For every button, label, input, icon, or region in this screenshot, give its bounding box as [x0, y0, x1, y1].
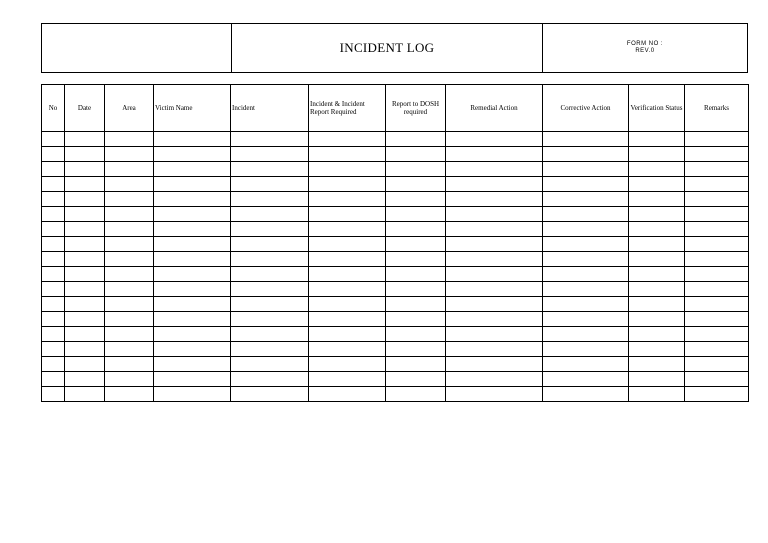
- table-cell[interactable]: [309, 357, 386, 372]
- column-header-victim-name: Victim Name: [154, 85, 231, 132]
- table-cell[interactable]: [685, 342, 749, 357]
- table-cell[interactable]: [629, 387, 685, 402]
- table-cell[interactable]: [105, 297, 154, 312]
- table-cell[interactable]: [629, 372, 685, 387]
- column-header-report-to-dosh: Report to DOSH required: [386, 85, 446, 132]
- table-cell[interactable]: [231, 252, 309, 267]
- table-cell[interactable]: [65, 267, 105, 282]
- table-cell[interactable]: [309, 387, 386, 402]
- table-cell[interactable]: [386, 312, 446, 327]
- table-cell[interactable]: [386, 177, 446, 192]
- table-cell[interactable]: [231, 162, 309, 177]
- table-cell[interactable]: [65, 282, 105, 297]
- table-cell[interactable]: [685, 282, 749, 297]
- table-cell[interactable]: [685, 267, 749, 282]
- table-cell[interactable]: [42, 267, 65, 282]
- table-cell[interactable]: [685, 237, 749, 252]
- table-cell[interactable]: [65, 387, 105, 402]
- table-cell[interactable]: [105, 312, 154, 327]
- table-cell[interactable]: [231, 342, 309, 357]
- form-number-block: [543, 24, 747, 72]
- table-cell[interactable]: [42, 312, 65, 327]
- table-cell[interactable]: [65, 237, 105, 252]
- table-cell[interactable]: [629, 342, 685, 357]
- table-cell[interactable]: [543, 342, 629, 357]
- table-cell[interactable]: [309, 342, 386, 357]
- table-row: [42, 357, 749, 372]
- table-row: [42, 297, 749, 312]
- table-cell[interactable]: [105, 357, 154, 372]
- table-cell[interactable]: [231, 312, 309, 327]
- page-title: INCIDENT LOG: [232, 24, 543, 72]
- table-cell[interactable]: [42, 372, 65, 387]
- table-row: [42, 372, 749, 387]
- table-cell[interactable]: [446, 312, 543, 327]
- table-cell[interactable]: [629, 147, 685, 162]
- table-cell[interactable]: [65, 207, 105, 222]
- table-cell[interactable]: [309, 372, 386, 387]
- table-cell[interactable]: [629, 267, 685, 282]
- table-cell[interactable]: [231, 387, 309, 402]
- table-cell[interactable]: [231, 357, 309, 372]
- table-cell[interactable]: [685, 297, 749, 312]
- table-cell[interactable]: [154, 327, 231, 342]
- column-header-no: No: [42, 85, 65, 132]
- form-header: [41, 23, 748, 73]
- table-cell[interactable]: [105, 147, 154, 162]
- table-header-row: [42, 85, 749, 132]
- table-cell[interactable]: [386, 342, 446, 357]
- table-cell[interactable]: [309, 177, 386, 192]
- table-cell[interactable]: [105, 207, 154, 222]
- table-row: [42, 237, 749, 252]
- table-cell[interactable]: [154, 267, 231, 282]
- table-cell[interactable]: [65, 252, 105, 267]
- table-cell[interactable]: [231, 192, 309, 207]
- table-row: [42, 222, 749, 237]
- table-cell[interactable]: [386, 387, 446, 402]
- table-cell[interactable]: [629, 282, 685, 297]
- table-cell[interactable]: [446, 297, 543, 312]
- table-cell[interactable]: [42, 222, 65, 237]
- table-cell[interactable]: [386, 267, 446, 282]
- table-cell[interactable]: [65, 147, 105, 162]
- table-cell[interactable]: [42, 342, 65, 357]
- table-cell[interactable]: [386, 237, 446, 252]
- table-cell[interactable]: [685, 312, 749, 327]
- column-header-remedial-action: Remedial Action: [446, 85, 543, 132]
- table-cell[interactable]: [446, 207, 543, 222]
- table-cell[interactable]: [386, 147, 446, 162]
- table-cell[interactable]: [629, 252, 685, 267]
- table-cell[interactable]: [231, 207, 309, 222]
- table-cell[interactable]: [105, 267, 154, 282]
- table-cell[interactable]: [42, 297, 65, 312]
- table-cell[interactable]: [629, 237, 685, 252]
- table-cell[interactable]: [65, 342, 105, 357]
- table-cell[interactable]: [154, 132, 231, 147]
- table-cell[interactable]: [629, 327, 685, 342]
- table-cell[interactable]: [386, 252, 446, 267]
- table-cell[interactable]: [309, 267, 386, 282]
- table-cell[interactable]: [685, 147, 749, 162]
- table-cell[interactable]: [154, 162, 231, 177]
- table-cell[interactable]: [685, 387, 749, 402]
- table-cell[interactable]: [105, 162, 154, 177]
- table-cell[interactable]: [42, 282, 65, 297]
- table-row: [42, 207, 749, 222]
- table-cell[interactable]: [105, 327, 154, 342]
- table-cell[interactable]: [309, 147, 386, 162]
- table-row: [42, 252, 749, 267]
- table-cell[interactable]: [685, 132, 749, 147]
- table-row: [42, 327, 749, 342]
- table-cell[interactable]: [446, 237, 543, 252]
- table-cell[interactable]: [386, 222, 446, 237]
- table-cell[interactable]: [685, 357, 749, 372]
- table-cell[interactable]: [231, 297, 309, 312]
- column-header-area: Area: [105, 85, 154, 132]
- table-cell[interactable]: [685, 177, 749, 192]
- table-cell[interactable]: [446, 357, 543, 372]
- table-cell[interactable]: [154, 357, 231, 372]
- table-cell[interactable]: [154, 372, 231, 387]
- table-cell[interactable]: [543, 222, 629, 237]
- table-cell[interactable]: [42, 252, 65, 267]
- table-cell[interactable]: [543, 357, 629, 372]
- table-cell[interactable]: [105, 177, 154, 192]
- table-row: [42, 267, 749, 282]
- table-cell[interactable]: [543, 207, 629, 222]
- table-cell[interactable]: [543, 372, 629, 387]
- table-row: [42, 162, 749, 177]
- table-cell[interactable]: [42, 357, 65, 372]
- table-cell[interactable]: [629, 222, 685, 237]
- table-cell[interactable]: [65, 297, 105, 312]
- column-header-incident-report-required: Incident & Incident Report Required: [309, 85, 386, 132]
- table-cell[interactable]: [386, 372, 446, 387]
- table-cell[interactable]: [154, 177, 231, 192]
- table-cell[interactable]: [543, 237, 629, 252]
- table-cell[interactable]: [309, 162, 386, 177]
- table-body: [42, 132, 749, 402]
- table-cell[interactable]: [629, 192, 685, 207]
- table-row: [42, 312, 749, 327]
- table-cell[interactable]: [105, 372, 154, 387]
- table-cell[interactable]: [42, 147, 65, 162]
- table-row: [42, 147, 749, 162]
- table-cell[interactable]: [685, 192, 749, 207]
- table-cell[interactable]: [386, 207, 446, 222]
- table-cell[interactable]: [42, 207, 65, 222]
- table-cell[interactable]: [446, 252, 543, 267]
- table-cell[interactable]: [543, 282, 629, 297]
- table-cell[interactable]: [231, 282, 309, 297]
- table-cell[interactable]: [154, 342, 231, 357]
- table-cell[interactable]: [543, 252, 629, 267]
- table-row: [42, 177, 749, 192]
- table-cell[interactable]: [154, 387, 231, 402]
- table-cell[interactable]: [154, 252, 231, 267]
- table-cell[interactable]: [386, 327, 446, 342]
- table-cell[interactable]: [629, 162, 685, 177]
- table-cell[interactable]: [231, 147, 309, 162]
- table-cell[interactable]: [543, 312, 629, 327]
- table-cell[interactable]: [446, 192, 543, 207]
- table-cell[interactable]: [629, 132, 685, 147]
- table-cell[interactable]: [231, 372, 309, 387]
- column-header-incident: Incident: [231, 85, 309, 132]
- table-cell[interactable]: [65, 372, 105, 387]
- table-cell[interactable]: [386, 132, 446, 147]
- table-cell[interactable]: [685, 372, 749, 387]
- incident-log-table: [41, 84, 749, 402]
- table-cell[interactable]: [446, 177, 543, 192]
- table-cell[interactable]: [543, 177, 629, 192]
- column-header-corrective-action: Corrective Action: [543, 85, 629, 132]
- table-cell[interactable]: [105, 222, 154, 237]
- table-cell[interactable]: [154, 297, 231, 312]
- table-cell[interactable]: [386, 357, 446, 372]
- table-cell[interactable]: [543, 162, 629, 177]
- table-row: [42, 387, 749, 402]
- table-cell[interactable]: [446, 342, 543, 357]
- table-cell[interactable]: [446, 372, 543, 387]
- table-cell[interactable]: [685, 252, 749, 267]
- table-cell[interactable]: [309, 282, 386, 297]
- table-cell[interactable]: [446, 282, 543, 297]
- table-cell[interactable]: [65, 222, 105, 237]
- table-cell[interactable]: [42, 162, 65, 177]
- table-cell[interactable]: [105, 387, 154, 402]
- table-cell[interactable]: [386, 282, 446, 297]
- table-cell[interactable]: [42, 177, 65, 192]
- table-cell[interactable]: [685, 162, 749, 177]
- table-cell[interactable]: [154, 192, 231, 207]
- column-header-verification-status: Verification Status: [629, 85, 685, 132]
- table-cell[interactable]: [446, 327, 543, 342]
- table-cell[interactable]: [65, 132, 105, 147]
- table-cell[interactable]: [65, 357, 105, 372]
- table-cell[interactable]: [231, 267, 309, 282]
- table-cell[interactable]: [309, 252, 386, 267]
- table-cell[interactable]: [42, 387, 65, 402]
- table-cell[interactable]: [231, 327, 309, 342]
- table-cell[interactable]: [386, 162, 446, 177]
- table-cell[interactable]: [154, 312, 231, 327]
- table-cell[interactable]: [543, 387, 629, 402]
- table-cell[interactable]: [309, 132, 386, 147]
- table-cell[interactable]: [105, 282, 154, 297]
- table-cell[interactable]: [543, 267, 629, 282]
- table-cell[interactable]: [154, 222, 231, 237]
- table-cell[interactable]: [105, 132, 154, 147]
- table-cell[interactable]: [446, 162, 543, 177]
- table-cell[interactable]: [105, 342, 154, 357]
- table-cell[interactable]: [446, 267, 543, 282]
- column-header-date: Date: [65, 85, 105, 132]
- table-row: [42, 342, 749, 357]
- table-cell[interactable]: [543, 192, 629, 207]
- table-cell[interactable]: [105, 192, 154, 207]
- table-row: [42, 192, 749, 207]
- table-cell[interactable]: [309, 192, 386, 207]
- column-header-remarks: Remarks: [685, 85, 749, 132]
- table-cell[interactable]: [42, 192, 65, 207]
- table-cell[interactable]: [231, 222, 309, 237]
- table-cell[interactable]: [309, 207, 386, 222]
- table-cell[interactable]: [685, 207, 749, 222]
- table-cell[interactable]: [65, 192, 105, 207]
- table-cell[interactable]: [231, 132, 309, 147]
- table-cell[interactable]: [543, 327, 629, 342]
- table-cell[interactable]: [309, 297, 386, 312]
- table-cell[interactable]: [42, 327, 65, 342]
- table-cell[interactable]: [154, 147, 231, 162]
- table-cell[interactable]: [446, 387, 543, 402]
- table-cell[interactable]: [543, 147, 629, 162]
- table-cell[interactable]: [42, 132, 65, 147]
- table-cell[interactable]: [154, 282, 231, 297]
- table-cell[interactable]: [446, 132, 543, 147]
- table-cell[interactable]: [446, 147, 543, 162]
- table-cell[interactable]: [629, 357, 685, 372]
- table-cell[interactable]: [685, 222, 749, 237]
- table-cell[interactable]: [685, 327, 749, 342]
- table-cell[interactable]: [65, 312, 105, 327]
- table-row: [42, 282, 749, 297]
- form-no-label: FORM NO :: [626, 41, 664, 47]
- table-cell[interactable]: [105, 252, 154, 267]
- table-row: [42, 132, 749, 147]
- table-cell[interactable]: [543, 132, 629, 147]
- table-cell[interactable]: [309, 222, 386, 237]
- table-cell[interactable]: [154, 207, 231, 222]
- table-cell[interactable]: [386, 297, 446, 312]
- table-cell[interactable]: [231, 237, 309, 252]
- table-cell[interactable]: [231, 177, 309, 192]
- header-blank-cell: [42, 24, 232, 72]
- table-cell[interactable]: [309, 312, 386, 327]
- table-cell[interactable]: [629, 177, 685, 192]
- table-cell[interactable]: [629, 207, 685, 222]
- table-cell[interactable]: [42, 237, 65, 252]
- table-cell[interactable]: [154, 237, 231, 252]
- table-cell[interactable]: [386, 192, 446, 207]
- revision-label: REV.0: [635, 48, 655, 54]
- table-cell[interactable]: [65, 327, 105, 342]
- table-cell[interactable]: [65, 177, 105, 192]
- table-cell[interactable]: [105, 237, 154, 252]
- table-cell[interactable]: [65, 162, 105, 177]
- table-cell[interactable]: [629, 312, 685, 327]
- table-cell[interactable]: [543, 297, 629, 312]
- table-cell[interactable]: [309, 327, 386, 342]
- table-cell[interactable]: [309, 237, 386, 252]
- table-cell[interactable]: [629, 297, 685, 312]
- table-cell[interactable]: [446, 222, 543, 237]
